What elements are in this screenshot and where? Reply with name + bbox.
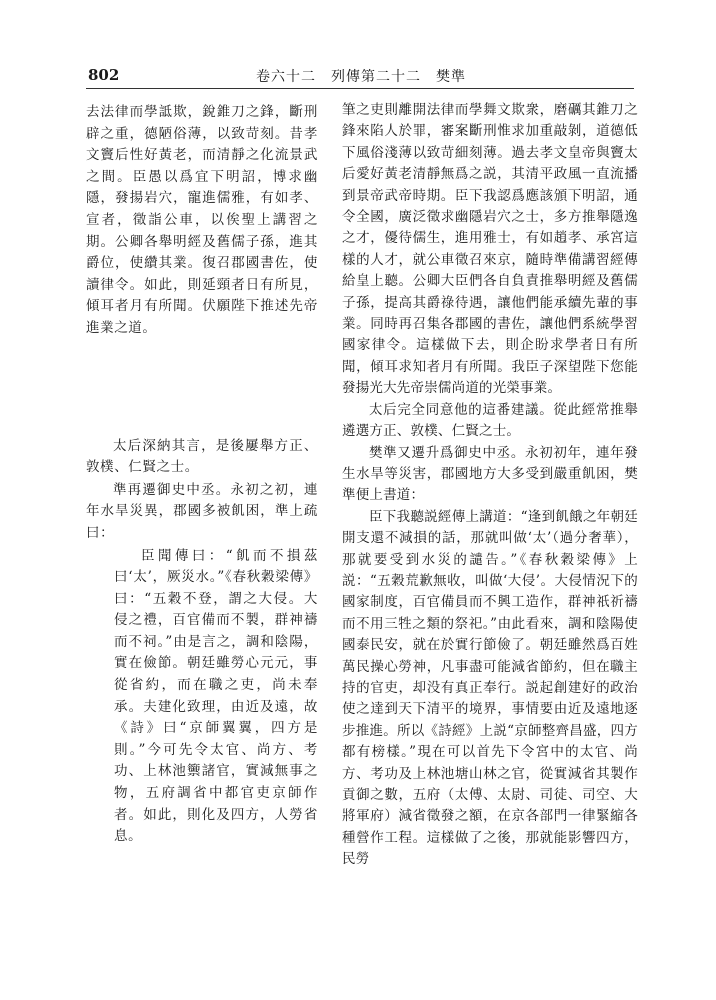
page-number: 802 [88, 66, 120, 84]
translation-paragraph-3: 樊準又遷升爲御史中丞。永初初年，連年發生水旱等災害，郡國地方大多受到嚴重飢困，樊準便上書道： [342, 444, 638, 504]
running-head: 卷六十二 列傳第二十二 樊準 [256, 69, 466, 85]
translation-memorial-quote: 臣下我聽説經傳上講道：“逢到飢餓之年朝廷開支還不減損的話，那就叫做‘太’（過分奢華），那就要受到水災的譴告。”《春秋穀梁傳》上説：“五穀荒歉無收，叫做‘大侵’。大侵情況下的國家制度，百官備員而不興工造作，群神祇祈禱而不用三牲之類的祭祀。”由此看來，調和陰陽使國泰民安，就在於實行節儉了。朝廷雖然爲百姓萬民操心勞神，凡事盡可能減省節約，但在職主持的官吏，却没有真正奉行。説起創建好的政治使之達到天下清平的境界，事情要由近及遠地逐步推進。所以《詩經》上説“京師整齊昌盛，四方都有榜樣。”現在可以首先下令宮中的太官、尚方、考功及上林池塘山林之官，從實減省其製作貢御之數，五府（太傅、太尉、司徒、司空、大將軍府）減省徵發之額，在京各部門一律緊縮各種營作工程。這樣做了之後，那就能影響四方，民勞 [342, 508, 638, 868]
classical-paragraph-3: 準再遷御史中丞。永初之初，連年水旱災異，郡國多被飢困，準上疏曰： [86, 481, 318, 541]
classical-paragraph-2: 太后深納其言，是後屢舉方正、敦樸、仁賢之士。 [86, 437, 318, 476]
classical-text-column [86, 102, 318, 962]
translation-text-column [342, 100, 638, 962]
classical-memorial-quote: 臣聞傳曰：“飢而不損茲曰‘太’，厥災水。”《春秋穀梁傳》曰：“五穀不登，謂之大侵。大侵之禮，百官備而不製，群神禱而不祠。”由是言之，調和陰陽，實在儉節。朝廷雖勞心元元，事從省約，而在職之吏，尚未奉承。夫建化致理，由近及遠，故《詩》曰“京師翼翼，四方是則。”今可先令太官、尚方、考功、上林池籞諸官，實減無事之物，五府調省中都官吏京師作者。如此，則化及四方，人勞省息。 [114, 547, 318, 845]
translation-paragraph-2: 太后完全同意他的這番建議。從此經常推舉遴選方正、敦樸、仁賢之士。 [342, 401, 638, 440]
column-gap [86, 340, 318, 436]
header-rule [86, 88, 634, 89]
classical-paragraph-1: 去法律而學詆欺，銳錐刀之鋒，斷刑辟之重，德陋俗薄，以致苛刻。昔孝文竇后性好黃老，而清靜之化流景武之間。臣愚以爲宜下明詔，博求幽隱，發揚岩穴，寵進儒雅，有如孝、宣者，徵詣公車，以俟聖上講習之期。公卿各舉明經及舊儒子孫，進其爵位，使纘其業。復召郡國書佐，使讀律令。如此，則延頸者日有所見，傾耳者月有所聞。伏願陛下推述先帝進業之道。 [86, 104, 318, 336]
translation-paragraph-1: 筆之吏則離開法律而學舞文欺衆，磨礪其錐刀之鋒來陷人於罪，審案斷刑惟求加重敲剝，道德低下風俗淺薄以致苛細刻薄。過去孝文皇帝與竇太后愛好黃老清靜無爲之説，其清平政風一直流播到景帝武帝時期。臣下我認爲應該頒下明詔，通令全國，廣泛徵求幽隱岩穴之士，多方推舉隱逸之才，優待儒生，進用雅士，有如趙孝、承宮這樣的人才，就公車徵召來京，隨時準備講習經傳給皇上聽。公卿大臣們各自負責推舉明經及舊儒子孫，提高其爵祿待遇，讓他們能承續先輩的事業。同時再召集各郡國的書佐，讓他們系統學習國家律令。這樣做下去，則企盼求學者日有所聞，傾耳求知者月有所聞。我臣子深望陛下您能發揚光大先帝崇儒尚道的光榮事業。 [342, 102, 638, 397]
